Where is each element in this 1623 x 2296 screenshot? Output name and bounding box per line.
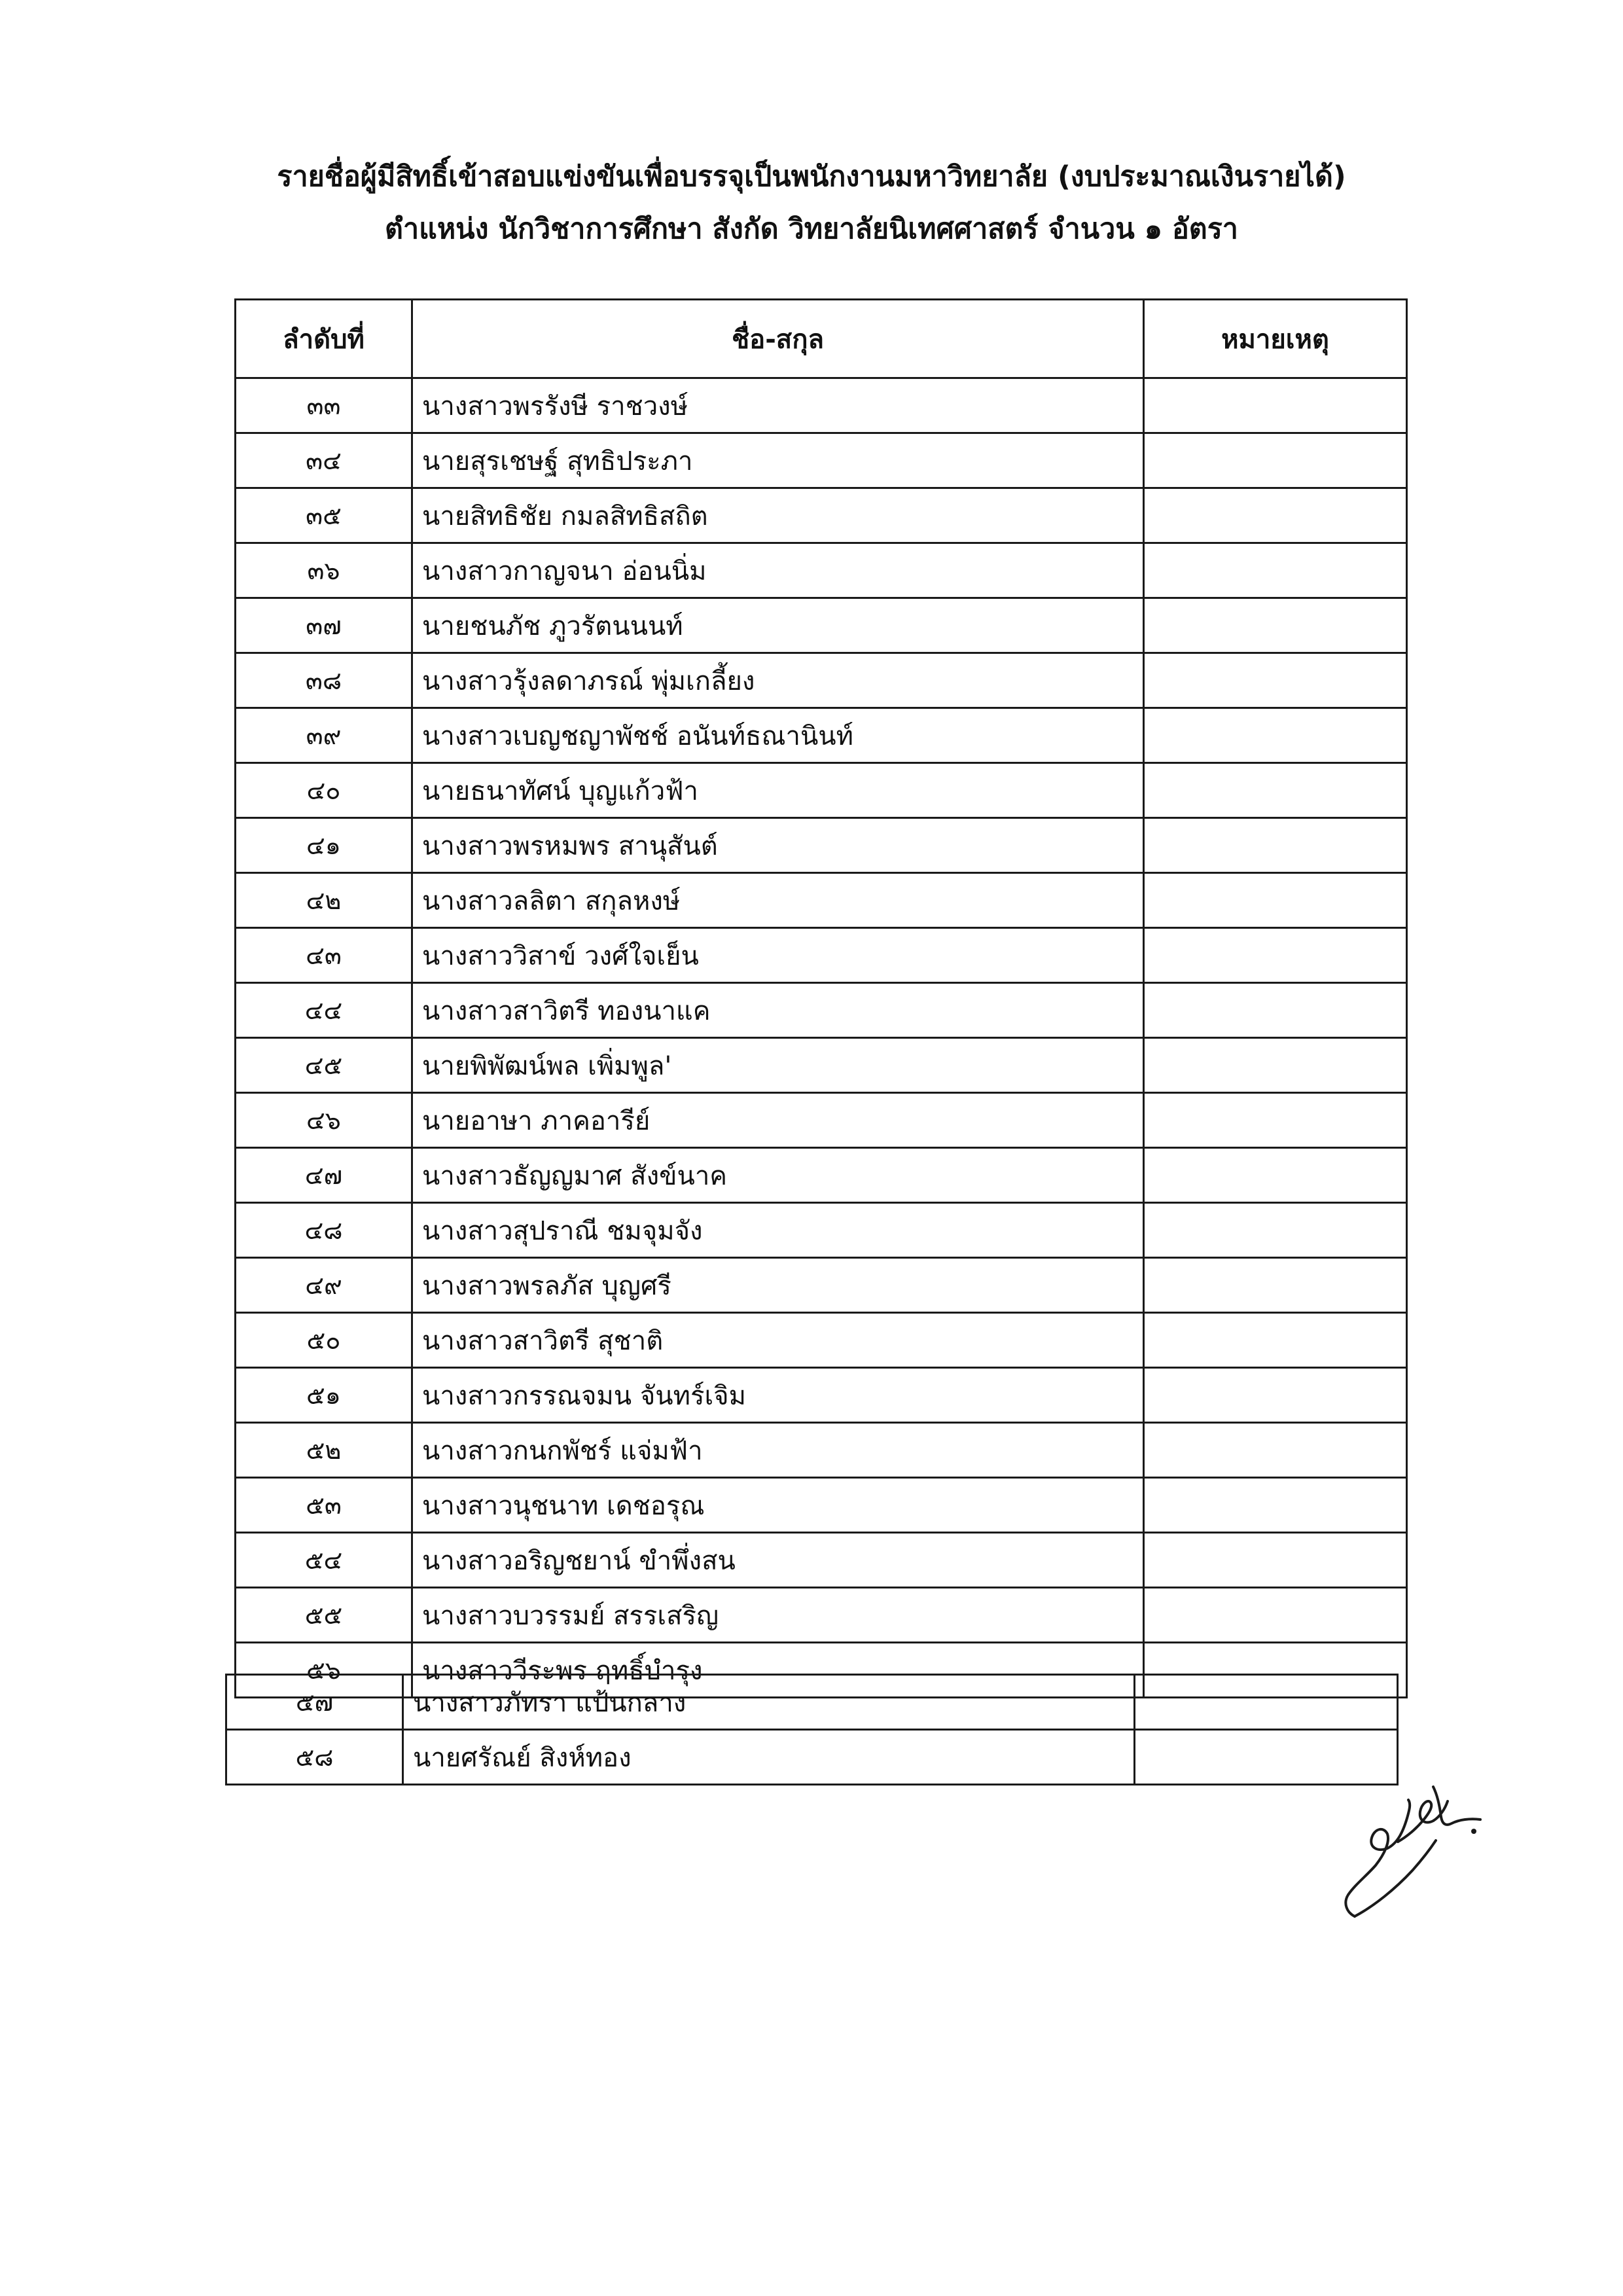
row-sequence-number: ๓๓ <box>236 378 412 433</box>
row-sequence-number: ๓๙ <box>236 708 412 763</box>
row-remarks <box>1144 928 1407 983</box>
table-row <box>236 1203 1407 1258</box>
row-sequence-number: ๔๘ <box>236 1203 412 1258</box>
header-sequence: ลำดับที่ <box>236 300 412 378</box>
row-remarks <box>1144 983 1407 1038</box>
row-full-name: นางสาวกาญจนา อ่อนนิ่ม <box>412 543 1144 598</box>
table-row <box>236 598 1407 653</box>
row-full-name: นางสาวสุปราณี ชมจุมจัง <box>412 1203 1144 1258</box>
signature-stroke <box>1346 1800 1410 1916</box>
table-row <box>236 928 1407 983</box>
table-row <box>236 818 1407 873</box>
row-full-name: นางสาวนุชนาท เดชอรุณ <box>412 1478 1144 1533</box>
row-remarks <box>1144 1478 1407 1533</box>
row-sequence-number: ๓๕ <box>236 488 412 543</box>
table-row <box>236 1368 1407 1423</box>
row-sequence-number: ๕๑ <box>236 1368 412 1423</box>
row-full-name: นางสาวกรรณจมน จันทร์เจิม <box>412 1368 1144 1423</box>
table-row <box>236 653 1407 708</box>
row-sequence-number: ๔๖ <box>236 1093 412 1148</box>
row-remarks <box>1144 543 1407 598</box>
table-row <box>236 378 1407 433</box>
candidate-table <box>234 298 1408 1698</box>
row-remarks <box>1135 1675 1398 1730</box>
table-header-row <box>236 300 1407 378</box>
row-sequence-number: ๕๔ <box>236 1533 412 1588</box>
row-remarks <box>1144 1093 1407 1148</box>
row-sequence-number: ๕๐ <box>236 1313 412 1368</box>
row-full-name: นางสาวเบญชญาพัชช์ อนันท์ธณานินท์ <box>412 708 1144 763</box>
row-full-name: นางสาวอริญชยาน์ ขำพึ่งสน <box>412 1533 1144 1588</box>
table-row <box>236 1258 1407 1313</box>
row-remarks <box>1144 1038 1407 1093</box>
row-full-name: นางสาวพรหมพร สานุสันต์ <box>412 818 1144 873</box>
row-remarks <box>1144 873 1407 928</box>
row-sequence-number: ๔๕ <box>236 1038 412 1093</box>
table-row <box>236 1478 1407 1533</box>
row-remarks <box>1144 1203 1407 1258</box>
table-row <box>236 708 1407 763</box>
table-row <box>236 873 1407 928</box>
table-row <box>236 763 1407 818</box>
row-full-name: นายสุรเชษฐ์ สุทธิประภา <box>412 433 1144 488</box>
row-full-name: นายธนาทัศน์ บุญแก้วฟ้า <box>412 763 1144 818</box>
row-remarks <box>1144 1368 1407 1423</box>
row-full-name: นางสาวสาวิตรี ทองนาแค <box>412 983 1144 1038</box>
row-remarks <box>1144 488 1407 543</box>
row-remarks <box>1144 653 1407 708</box>
row-full-name: นางสาวภัทรา แป้นกลาง <box>403 1675 1135 1730</box>
header-remarks: หมายเหตุ <box>1144 300 1407 378</box>
row-sequence-number: ๔๙ <box>236 1258 412 1313</box>
row-remarks <box>1144 1533 1407 1588</box>
table-row <box>236 1093 1407 1148</box>
document-subtitle: ตำแหน่ง นักวิชาการศึกษา สังกัด วิทยาลัยนิเทศศาสตร์ จำนวน ๑ อัตรา <box>385 213 1238 245</box>
row-sequence-number: ๔๑ <box>236 818 412 873</box>
table-row <box>236 1313 1407 1368</box>
row-sequence-number: ๕๘ <box>226 1730 403 1785</box>
row-sequence-number: ๓๖ <box>236 543 412 598</box>
table-row <box>236 1533 1407 1588</box>
row-full-name: นางสาวธัญญมาศ สังข์นาค <box>412 1148 1144 1203</box>
row-full-name: นางสาววีระพร ฤทธิ์บำรุง <box>412 1643 1144 1698</box>
row-remarks <box>1144 1258 1407 1313</box>
row-sequence-number: ๓๘ <box>236 653 412 708</box>
signature-stroke <box>1433 1787 1480 1825</box>
row-full-name: นายพิพัฒน์พล เพิ่มพูล' <box>412 1038 1144 1093</box>
row-full-name: นายอาษา ภาคอารีย์ <box>412 1093 1144 1148</box>
row-sequence-number: ๔๔ <box>236 983 412 1038</box>
row-remarks <box>1144 1148 1407 1203</box>
table-row <box>226 1675 1398 1730</box>
row-full-name: นางสาวรุ้งลดาภรณ์ พุ่มเกลี้ยง <box>412 653 1144 708</box>
candidate-table-body-continued <box>226 1675 1398 1785</box>
row-sequence-number: ๓๗ <box>236 598 412 653</box>
row-remarks <box>1144 433 1407 488</box>
row-remarks <box>1144 818 1407 873</box>
candidate-table-body <box>236 378 1407 1698</box>
row-remarks <box>1144 378 1407 433</box>
row-sequence-number: ๕๗ <box>226 1675 403 1730</box>
row-sequence-number: ๔๐ <box>236 763 412 818</box>
row-full-name: นายศรัณย์ สิงห์ทอง <box>403 1730 1135 1785</box>
row-remarks <box>1144 1423 1407 1478</box>
document-header <box>196 151 1427 255</box>
row-full-name: นางสาวลลิตา สกุลหงษ์ <box>412 873 1144 928</box>
table-row <box>236 1038 1407 1093</box>
header-full-name: ชื่อ-สกุล <box>412 300 1144 378</box>
row-sequence-number: ๕๒ <box>236 1423 412 1478</box>
table-row <box>236 543 1407 598</box>
row-sequence-number: ๔๗ <box>236 1148 412 1203</box>
table-row <box>226 1730 1398 1785</box>
row-full-name: นางสาวกนกพัชร์ แจ่มฟ้า <box>412 1423 1144 1478</box>
row-remarks <box>1144 708 1407 763</box>
document-title: รายชื่อผู้มีสิทธิ์เข้าสอบแข่งขันเพื่อบรรจุเป็นพนักงานมหาวิทยาลัย (งบประมาณเงินรายได้) <box>277 160 1346 193</box>
row-full-name: นางสาวบวรรมย์ สรรเสริญ <box>412 1588 1144 1643</box>
table-row <box>236 1588 1407 1643</box>
row-remarks <box>1144 763 1407 818</box>
row-full-name: นายสิทธิชัย กมลสิทธิสถิต <box>412 488 1144 543</box>
candidate-table-continued <box>225 1674 1399 1785</box>
row-remarks <box>1144 1313 1407 1368</box>
row-remarks <box>1144 598 1407 653</box>
row-sequence-number: ๔๓ <box>236 928 412 983</box>
table-row <box>236 488 1407 543</box>
row-full-name: นางสาวพรรังษี ราชวงษ์ <box>412 378 1144 433</box>
signature-dot <box>1471 1829 1476 1834</box>
row-sequence-number: ๕๖ <box>236 1643 412 1698</box>
row-full-name: นางสาวสาวิตรี สุชาติ <box>412 1313 1144 1368</box>
signature-stroke <box>1355 1840 1436 1916</box>
row-sequence-number: ๔๒ <box>236 873 412 928</box>
row-full-name: นางสาวพรลภัส บุญศรี <box>412 1258 1144 1313</box>
row-sequence-number: ๕๕ <box>236 1588 412 1643</box>
row-full-name: นายชนภัช ภูวรัตนนนท์ <box>412 598 1144 653</box>
table-row <box>236 433 1407 488</box>
table-row <box>236 983 1407 1038</box>
row-sequence-number: ๓๔ <box>236 433 412 488</box>
signature <box>1335 1761 1486 1924</box>
row-sequence-number: ๕๓ <box>236 1478 412 1533</box>
table-row <box>236 1148 1407 1203</box>
row-full-name: นางสาววิสาข์ วงศ์ใจเย็น <box>412 928 1144 983</box>
table-row <box>236 1423 1407 1478</box>
row-remarks <box>1144 1588 1407 1643</box>
